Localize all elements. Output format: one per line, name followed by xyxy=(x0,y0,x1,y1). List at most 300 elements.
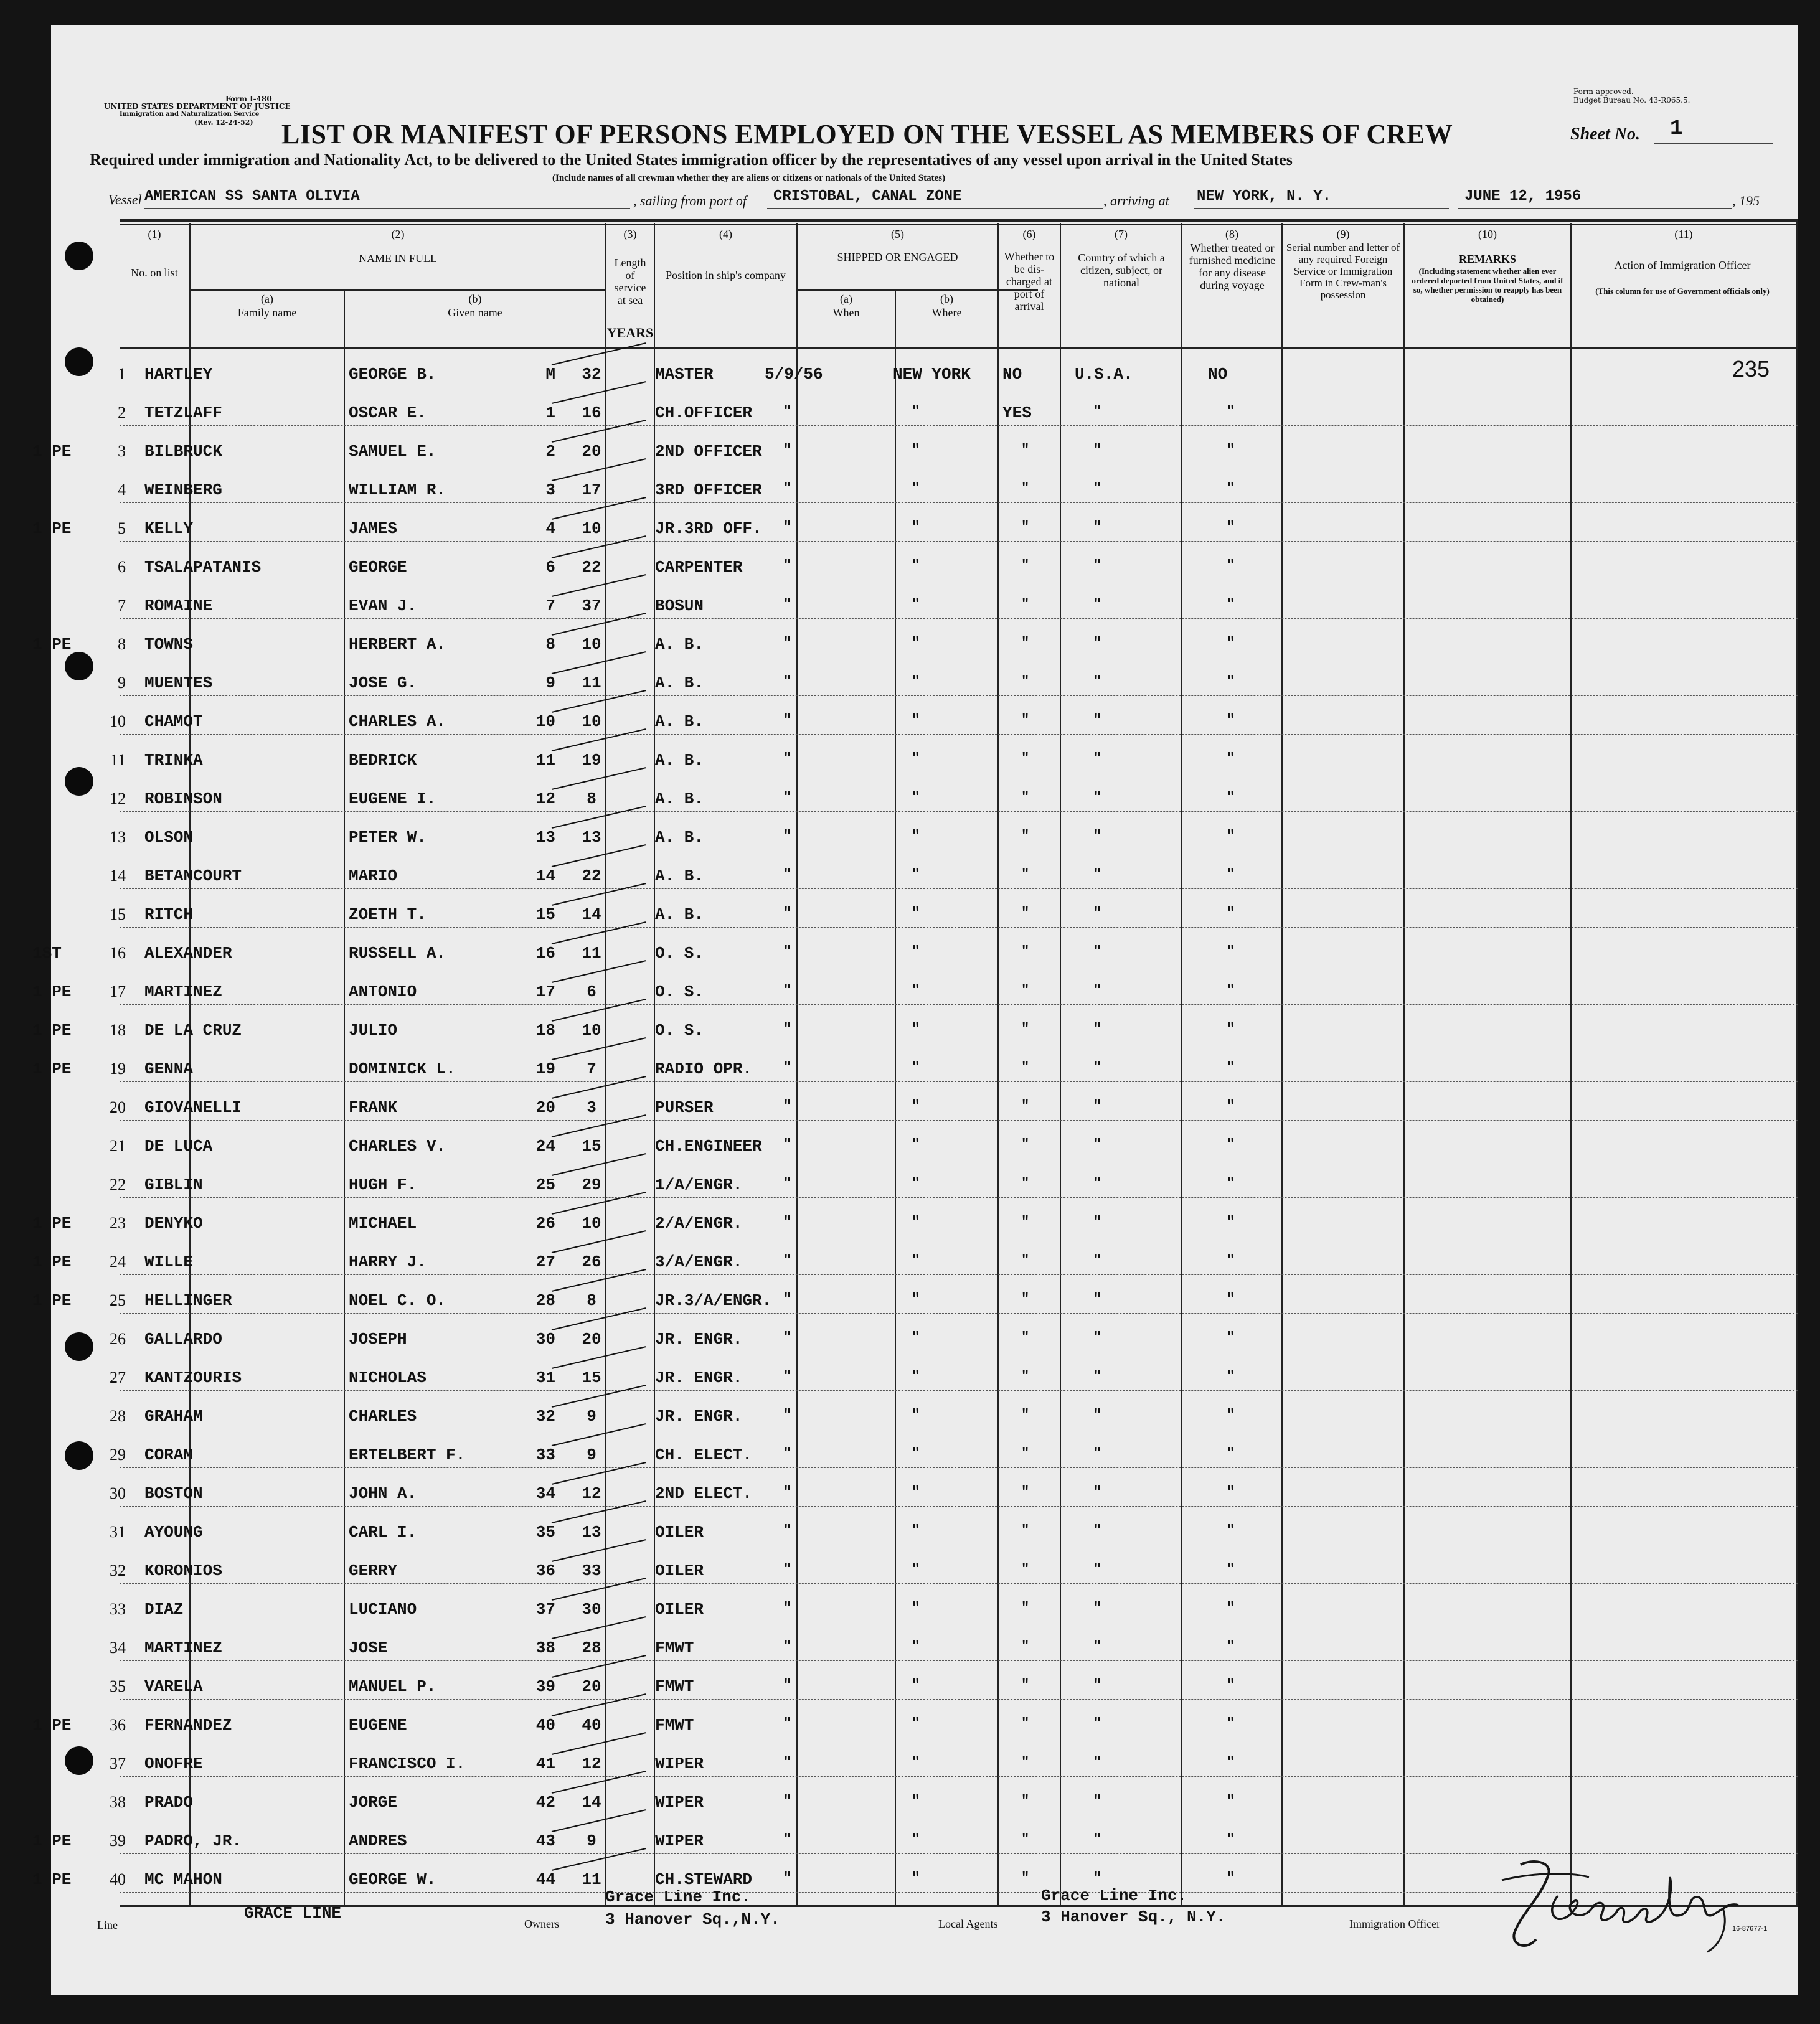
shipped-where: " xyxy=(912,1291,920,1307)
position: JR. ENGR. xyxy=(655,1407,743,1426)
row-number: 28 xyxy=(110,1407,126,1425)
discharge: " xyxy=(1021,1368,1030,1384)
years-at-sea: 26 xyxy=(582,1253,601,1271)
punch-hole xyxy=(65,767,93,796)
shipped-where: " xyxy=(912,944,920,959)
line-value: GRACE LINE xyxy=(244,1904,342,1923)
table-row xyxy=(32,426,1798,464)
row-number: 3 xyxy=(118,442,126,460)
table-row xyxy=(51,580,1798,619)
row-number: 23 xyxy=(110,1214,126,1232)
sheet-number: 1 xyxy=(1670,117,1683,141)
shipped-where: " xyxy=(912,1368,920,1384)
line-label: Line xyxy=(97,1919,118,1931)
shipped-where: " xyxy=(912,1137,920,1152)
given-name: MICHAEL xyxy=(349,1214,417,1233)
shipped-where: " xyxy=(912,1484,920,1500)
shipped-when: " xyxy=(783,1639,792,1654)
shipped-where: " xyxy=(912,751,920,766)
row-number: 2 xyxy=(118,403,126,421)
family-name: MUENTES xyxy=(144,674,213,692)
medicine: " xyxy=(1227,1407,1235,1423)
shipped-where: " xyxy=(912,867,920,882)
crew-number: M xyxy=(545,365,555,384)
discharge: " xyxy=(1021,789,1030,805)
crew-number: 17 xyxy=(535,982,555,1001)
col2b-number: (b) xyxy=(468,293,482,305)
family-name: WEINBERG xyxy=(144,481,222,499)
shipped-where: " xyxy=(912,481,920,496)
table-row xyxy=(32,1005,1798,1043)
given-name: FRANK xyxy=(349,1098,398,1117)
given-name: CHARLES A. xyxy=(349,712,446,731)
position: O. S. xyxy=(655,1021,704,1040)
vessel-underline xyxy=(144,208,630,209)
shipped-where: " xyxy=(912,519,920,535)
family-name: MC MAHON xyxy=(144,1870,222,1889)
years-at-sea: 12 xyxy=(582,1484,601,1503)
years-at-sea: 10 xyxy=(582,1214,601,1233)
citizenship: " xyxy=(1093,1407,1102,1423)
medicine: " xyxy=(1227,1330,1235,1345)
years-at-sea: 19 xyxy=(582,751,601,770)
years-at-sea: 3 xyxy=(587,1098,596,1117)
medicine: " xyxy=(1227,558,1235,573)
citizenship: " xyxy=(1093,1021,1102,1037)
discharge: " xyxy=(1021,442,1030,458)
position: 1/A/ENGR. xyxy=(655,1175,743,1194)
discharge: " xyxy=(1021,1754,1030,1770)
col2-header: NAME IN FULL xyxy=(359,252,437,265)
given-name: CHARLES V. xyxy=(349,1137,446,1156)
family-name: TETZLAFF xyxy=(144,403,222,422)
crew-number: 8 xyxy=(545,635,555,654)
citizenship: " xyxy=(1093,867,1102,882)
row-number: 9 xyxy=(118,674,126,692)
years-at-sea: 12 xyxy=(582,1754,601,1773)
position: CH.ENGINEER xyxy=(655,1137,762,1156)
row-number: 8 xyxy=(118,635,126,653)
position: JR.3/A/ENGR. xyxy=(655,1291,772,1310)
medicine: " xyxy=(1227,519,1235,535)
row-number: 14 xyxy=(110,867,126,885)
row-number: 37 xyxy=(110,1754,126,1772)
medicine: " xyxy=(1227,867,1235,882)
arrival-underline xyxy=(1194,208,1449,209)
medicine: " xyxy=(1227,1175,1235,1191)
position: A. B. xyxy=(655,712,704,731)
col6-header: Whether to be dis-charged at port of arrival xyxy=(1004,250,1055,313)
citizenship: " xyxy=(1093,1870,1102,1886)
given-name: PETER W. xyxy=(349,828,427,847)
position: O. S. xyxy=(655,944,704,963)
col3-header: Length of service at sea xyxy=(614,257,646,306)
shipped-when: " xyxy=(783,674,792,689)
crew-number: 44 xyxy=(535,1870,555,1889)
shipped-where: " xyxy=(912,1253,920,1268)
position: A. B. xyxy=(655,789,704,808)
table-row xyxy=(51,1468,1798,1507)
col6-number: (6) xyxy=(1022,228,1036,240)
crew-number: 38 xyxy=(535,1639,555,1657)
col5b-number: (b) xyxy=(940,293,953,305)
medicine: " xyxy=(1227,944,1235,959)
page-subtitle: Required under immigration and Nationality Act, to be delivered to the United States immigration officer by the representatives of any vessel upon arrival in the United States xyxy=(90,151,1293,169)
given-name: JORGE xyxy=(349,1793,398,1812)
crew-number: 34 xyxy=(535,1484,555,1503)
row-number: 27 xyxy=(110,1368,126,1386)
position: OILER xyxy=(655,1600,704,1619)
shipped-where: " xyxy=(912,558,920,573)
citizenship: " xyxy=(1093,1754,1102,1770)
shipped-when: " xyxy=(783,1253,792,1268)
shipped-where: " xyxy=(912,828,920,844)
discharge: " xyxy=(1021,712,1030,728)
table-row xyxy=(51,1584,1798,1622)
family-name: TSALAPATANIS xyxy=(144,558,262,577)
shipped-where: " xyxy=(912,442,920,458)
discharge: " xyxy=(1021,1561,1030,1577)
citizenship: " xyxy=(1093,403,1102,419)
row-number: 15 xyxy=(110,905,126,923)
form-number: Form I-480 xyxy=(225,95,272,103)
years-at-sea: 17 xyxy=(582,481,601,499)
citizenship: " xyxy=(1093,1523,1102,1538)
family-name: HARTLEY xyxy=(144,365,213,384)
row-note: 1 PE xyxy=(32,1291,72,1310)
position: PURSER xyxy=(655,1098,714,1117)
row-note: 1 PE xyxy=(32,1716,72,1735)
years-at-sea: 15 xyxy=(582,1137,601,1156)
family-name: KORONIOS xyxy=(144,1561,222,1580)
arrival-port: NEW YORK, N. Y. xyxy=(1197,188,1332,205)
given-name: HUGH F. xyxy=(349,1175,417,1194)
shipped-when: " xyxy=(783,1175,792,1191)
row-number: 20 xyxy=(110,1098,126,1116)
family-name: GENNA xyxy=(144,1060,194,1078)
given-name: FRANCISCO I. xyxy=(349,1754,466,1773)
col11-number: (11) xyxy=(1674,228,1693,240)
shipped-when: " xyxy=(783,905,792,921)
citizenship: " xyxy=(1093,828,1102,844)
row-note: 1 PE xyxy=(32,442,72,461)
row-number: 29 xyxy=(110,1446,126,1464)
shipped-where: " xyxy=(912,1407,920,1423)
crew-number: 37 xyxy=(535,1600,555,1619)
shipped-where: " xyxy=(912,1446,920,1461)
col2-number: (2) xyxy=(391,228,405,240)
citizenship: " xyxy=(1093,1214,1102,1230)
col4-number: (4) xyxy=(719,228,732,240)
citizenship: " xyxy=(1093,1600,1102,1616)
given-name: GEORGE xyxy=(349,558,407,577)
shipped-when: " xyxy=(783,1754,792,1770)
position: JR.3RD OFF. xyxy=(655,519,762,538)
medicine: " xyxy=(1227,442,1235,458)
row-number: 34 xyxy=(110,1639,126,1657)
citizenship: " xyxy=(1093,1060,1102,1075)
medicine: " xyxy=(1227,635,1235,651)
revision-date: (Rev. 12-24-52) xyxy=(194,118,253,126)
shipped-where: " xyxy=(912,1523,920,1538)
citizenship: " xyxy=(1093,481,1102,496)
years-at-sea: 20 xyxy=(582,1330,601,1349)
given-name: EVAN J. xyxy=(349,596,417,615)
family-name: KELLY xyxy=(144,519,194,538)
shipped-when: " xyxy=(783,1870,792,1886)
position: MASTER xyxy=(655,365,714,384)
table-row xyxy=(51,696,1798,735)
years-at-sea: 11 xyxy=(582,1870,601,1889)
position: 3RD OFFICER xyxy=(655,481,762,499)
shipped-where: " xyxy=(912,1021,920,1037)
crew-number: 13 xyxy=(535,828,555,847)
col4-header: Position in ship's company xyxy=(666,269,786,281)
shipped-when: " xyxy=(783,519,792,535)
punch-hole xyxy=(65,347,93,376)
shipped-when: " xyxy=(783,1600,792,1616)
year-suffix: , 195 xyxy=(1732,193,1760,209)
col1-number: (1) xyxy=(148,228,161,240)
punch-hole xyxy=(65,1746,93,1775)
crew-number: 43 xyxy=(535,1832,555,1850)
shipped-when: " xyxy=(783,1098,792,1114)
crew-number: 10 xyxy=(535,712,555,731)
medicine: NO xyxy=(1208,365,1228,384)
crew-number: 30 xyxy=(535,1330,555,1349)
row-number: 18 xyxy=(110,1021,126,1039)
shipped-when: " xyxy=(783,403,792,419)
table-row xyxy=(51,1545,1798,1584)
years-at-sea: 33 xyxy=(582,1561,601,1580)
shipped-when: " xyxy=(783,481,792,496)
years-at-sea: 30 xyxy=(582,1600,601,1619)
shipped-when: " xyxy=(783,1407,792,1423)
discharge: " xyxy=(1021,1291,1030,1307)
table-row xyxy=(51,1661,1798,1700)
position: CARPENTER xyxy=(655,558,743,577)
given-name: ANTONIO xyxy=(349,982,417,1001)
crew-number: 4 xyxy=(545,519,555,538)
discharge: " xyxy=(1021,1600,1030,1616)
family-name: AYOUNG xyxy=(144,1523,203,1542)
given-name: JOHN A. xyxy=(349,1484,417,1503)
crew-number: 18 xyxy=(535,1021,555,1040)
shipped-where: " xyxy=(912,1098,920,1114)
col1-header: No. on list xyxy=(131,266,178,279)
position: A. B. xyxy=(655,905,704,924)
years-at-sea: 10 xyxy=(582,519,601,538)
given-name: SAMUEL E. xyxy=(349,442,436,461)
discharge: " xyxy=(1021,635,1030,651)
row-number: 16 xyxy=(110,944,126,962)
discharge: " xyxy=(1021,1484,1030,1500)
col10-note: (Including statement whether alien ever ordered deported from United States, and if so, whether permission to reapply has been obtained) xyxy=(1412,266,1563,304)
col5a-header: When xyxy=(832,306,860,319)
table-top-border xyxy=(120,219,1798,222)
position: WIPER xyxy=(655,1754,704,1773)
medicine: " xyxy=(1227,403,1235,419)
medicine: " xyxy=(1227,1716,1235,1731)
table-row xyxy=(51,1507,1798,1545)
citizenship: " xyxy=(1093,789,1102,805)
medicine: " xyxy=(1227,596,1235,612)
row-number: 11 xyxy=(110,751,126,769)
row-number: 35 xyxy=(110,1677,126,1695)
given-name: CARL I. xyxy=(349,1523,417,1542)
family-name: GIOVANELLI xyxy=(144,1098,242,1117)
crew-number: 41 xyxy=(535,1754,555,1773)
given-name: GEORGE B. xyxy=(349,365,436,384)
table-row xyxy=(51,464,1798,503)
crew-number: 40 xyxy=(535,1716,555,1735)
crew-number: 12 xyxy=(535,789,555,808)
medicine: " xyxy=(1227,905,1235,921)
row-number: 33 xyxy=(110,1600,126,1618)
crew-number: 20 xyxy=(535,1098,555,1117)
given-name: WILLIAM R. xyxy=(349,481,446,499)
shipped-when: " xyxy=(783,1330,792,1345)
position: CH.OFFICER xyxy=(655,403,753,422)
citizenship: " xyxy=(1093,1793,1102,1809)
table-row xyxy=(32,1236,1798,1275)
citizenship: " xyxy=(1093,1639,1102,1654)
table-row xyxy=(32,1815,1798,1854)
medicine: " xyxy=(1227,751,1235,766)
table-row xyxy=(51,735,1798,773)
shipped-where: " xyxy=(912,1060,920,1075)
citizenship: " xyxy=(1093,674,1102,689)
discharge: " xyxy=(1021,1137,1030,1152)
row-number: 21 xyxy=(110,1137,126,1155)
medicine: " xyxy=(1227,1870,1235,1886)
shipped-where: " xyxy=(912,789,920,805)
medicine: " xyxy=(1227,1253,1235,1268)
position: FMWT xyxy=(655,1677,694,1696)
row-note: 1 PE xyxy=(32,635,72,654)
crew-number: 19 xyxy=(535,1060,555,1078)
shipped-when: " xyxy=(783,712,792,728)
col5-number: (5) xyxy=(891,228,904,240)
table-row xyxy=(51,1082,1798,1121)
row-note: 1 PE xyxy=(32,519,72,538)
col3-number: (3) xyxy=(623,228,637,240)
shipped-where: " xyxy=(912,635,920,651)
position: A. B. xyxy=(655,635,704,654)
given-name: MARIO xyxy=(349,867,398,885)
medicine: " xyxy=(1227,1368,1235,1384)
shipped-when: " xyxy=(783,635,792,651)
given-name: JOSEPH xyxy=(349,1330,407,1349)
table-row xyxy=(51,1352,1798,1391)
shipped-when: 5/9/56 xyxy=(765,365,823,384)
citizenship: " xyxy=(1093,1098,1102,1114)
crew-number: 36 xyxy=(535,1561,555,1580)
table-row xyxy=(51,850,1798,889)
crew-number: 7 xyxy=(545,596,555,615)
discharge: " xyxy=(1021,1060,1030,1075)
given-name: NOEL C. O. xyxy=(349,1291,446,1310)
discharge: " xyxy=(1021,674,1030,689)
discharge: " xyxy=(1021,1523,1030,1538)
row-number: 30 xyxy=(110,1484,126,1502)
shipped-when: " xyxy=(783,1214,792,1230)
crew-number: 9 xyxy=(545,674,555,692)
family-name: ONOFRE xyxy=(144,1754,203,1773)
crew-number: 6 xyxy=(545,558,555,577)
row-note: 1ST xyxy=(32,944,62,963)
col5b-header: Where xyxy=(931,306,962,319)
position: CH.STEWARD xyxy=(655,1870,753,1889)
shipped-when: " xyxy=(783,1561,792,1577)
shipped-when: " xyxy=(783,1137,792,1152)
years-at-sea: 8 xyxy=(587,1291,596,1310)
shipped-where: " xyxy=(912,403,920,419)
shipped-where: " xyxy=(912,596,920,612)
citizenship: " xyxy=(1093,1561,1102,1577)
years-at-sea: 7 xyxy=(587,1060,596,1078)
crew-number: 39 xyxy=(535,1677,555,1696)
medicine: " xyxy=(1227,1639,1235,1654)
name-subheader-line xyxy=(189,289,605,291)
medicine: " xyxy=(1227,1832,1235,1847)
shipped-when: " xyxy=(783,789,792,805)
row-note: 1 PE xyxy=(32,1214,72,1233)
col10-number: (10) xyxy=(1478,228,1497,240)
family-name: GRAHAM xyxy=(144,1407,203,1426)
col2b-header: Given name xyxy=(448,306,502,319)
crew-number: 2 xyxy=(545,442,555,461)
given-name: NICHOLAS xyxy=(349,1368,427,1387)
citizenship: " xyxy=(1093,1832,1102,1847)
discharge: " xyxy=(1021,867,1030,882)
shipped-where: " xyxy=(912,1214,920,1230)
years-at-sea: 22 xyxy=(582,558,601,577)
departure-port: CRISTOBAL, CANAL ZONE xyxy=(773,188,962,205)
medicine: " xyxy=(1227,1137,1235,1152)
row-number: 24 xyxy=(110,1253,126,1271)
citizenship: " xyxy=(1093,944,1102,959)
citizenship: " xyxy=(1093,1175,1102,1191)
citizenship: " xyxy=(1093,1291,1102,1307)
family-name: BILBRUCK xyxy=(144,442,222,461)
shipped-when: " xyxy=(783,442,792,458)
discharge: NO xyxy=(1002,365,1022,384)
citizenship: " xyxy=(1093,982,1102,998)
shipped-where: " xyxy=(912,982,920,998)
citizenship: " xyxy=(1093,1677,1102,1693)
position: FMWT xyxy=(655,1716,694,1735)
crew-number: 42 xyxy=(535,1793,555,1812)
discharge: " xyxy=(1021,982,1030,998)
row-number: 36 xyxy=(110,1716,126,1734)
table-top-border-inner xyxy=(120,224,1798,225)
medicine: " xyxy=(1227,1060,1235,1075)
given-name: LUCIANO xyxy=(349,1600,417,1619)
position: A. B. xyxy=(655,828,704,847)
position: BOSUN xyxy=(655,596,704,615)
punch-hole xyxy=(65,1441,93,1470)
vessel-label: Vessel xyxy=(108,192,142,207)
given-name: JAMES xyxy=(349,519,398,538)
shipped-when: " xyxy=(783,1368,792,1384)
citizenship: " xyxy=(1093,519,1102,535)
discharge: " xyxy=(1021,1639,1030,1654)
family-name: OLSON xyxy=(144,828,194,847)
years-at-sea: 13 xyxy=(582,1523,601,1542)
service-name: Immigration and Naturalization Service xyxy=(120,111,260,118)
years-at-sea: 9 xyxy=(587,1832,596,1850)
